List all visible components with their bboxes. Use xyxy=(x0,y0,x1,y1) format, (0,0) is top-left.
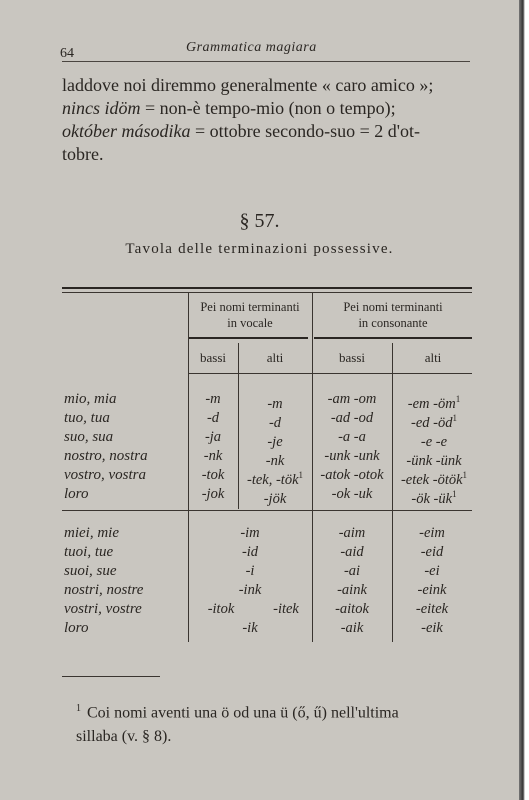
footnote-rule xyxy=(62,676,160,677)
ending-cell: -ja xyxy=(204,429,222,445)
section-heading: § 57. xyxy=(239,210,280,232)
ending-cell: -im xyxy=(240,525,260,541)
ending-cell: -aim xyxy=(338,525,366,541)
ending-cell: -ei xyxy=(424,563,440,579)
group1-rule xyxy=(188,337,308,339)
ending-cell: -jök xyxy=(263,490,287,507)
paragraph-line: laddove noi diremmo generalmente « caro amico »; xyxy=(62,75,434,95)
row-label: loro xyxy=(64,486,89,502)
ending-cell: -eink xyxy=(417,582,447,598)
ending-cell: -i xyxy=(245,563,255,579)
paragraph-line: tobre. xyxy=(62,144,104,164)
ending-cell: -ünk -ünk xyxy=(406,452,462,469)
table-top-rule-thin xyxy=(62,292,472,293)
row-label: tuo, tua xyxy=(64,410,110,426)
ending-cell: -aid xyxy=(340,544,364,560)
ending-cell: -ad -od xyxy=(330,410,374,426)
ending-cell: -a -a xyxy=(338,429,366,445)
ending-cell: -m xyxy=(267,395,283,412)
ending-cell: -ed $-öd^1$ xyxy=(411,413,457,431)
ending-cell: -je xyxy=(267,433,283,450)
ending-cell: -ink xyxy=(238,582,262,598)
row-label: tuoi, tue xyxy=(64,544,114,560)
row-label: nostri, nostre xyxy=(64,582,144,598)
row-label: suoi, sue xyxy=(64,563,117,579)
footnote-mark: 1 xyxy=(76,703,81,714)
paragraph-line: október másodika = ottobre secondo-suo = 2 d'ot- xyxy=(62,121,420,141)
paragraph-line: nincs idöm = non-è tempo-mio (non o tempo); xyxy=(62,98,396,118)
ending-cell: -eitek xyxy=(415,601,449,617)
ending-cell: -eik xyxy=(421,620,443,636)
subheader-bassi: bassi xyxy=(200,350,226,365)
table-top-rule xyxy=(62,287,472,289)
ending-cell: -id xyxy=(241,544,259,560)
ending-cell: -aik xyxy=(340,620,364,636)
ending-cell: -nk xyxy=(265,452,285,469)
page-edge xyxy=(519,0,529,800)
footnote: $^1$ Coi nomi aventi una ö od una ü (ő, ű) nell'ultima sillaba (v. § 8). xyxy=(76,703,399,746)
running-title: Grammatica magiara xyxy=(186,40,317,55)
ending-cell: -tek, -tök$^1$ xyxy=(246,470,304,488)
row-label: nostro, nostra xyxy=(64,448,148,464)
ending-cell: -itok xyxy=(207,601,235,617)
ending-cell: -m xyxy=(205,391,221,407)
row-label: mio, mia xyxy=(64,391,117,407)
ending-cell: -am -om xyxy=(327,391,377,407)
ending-cell: -etek -ötök$^1$ xyxy=(400,470,468,488)
row-label: vostro, vostra xyxy=(64,467,146,483)
ending-cell: -ok -uk xyxy=(331,486,373,502)
table-title: Tavola delle terminazioni possessive. xyxy=(125,241,394,257)
body-paragraph xyxy=(62,74,482,166)
ending-cell: -aink xyxy=(337,582,367,598)
group-header-consonant: Pei nomi terminanti in consonante xyxy=(343,300,443,330)
ending-cell: -tok xyxy=(201,467,225,483)
row-label: suo, sua xyxy=(64,429,114,445)
ending-cell: -ök $-ük^1$ xyxy=(411,489,457,507)
ending-cell: -d xyxy=(268,414,282,431)
section-divider xyxy=(62,510,472,511)
row-label: loro xyxy=(64,620,89,636)
ending-cell: -itek xyxy=(273,601,299,617)
ending-cell: -ai xyxy=(343,563,361,579)
ending-cell: -unk -unk xyxy=(324,448,380,464)
ending-cell: -e -e xyxy=(420,433,448,450)
ending-cell: -ik xyxy=(242,620,258,636)
ending-cell: -jok xyxy=(201,486,225,502)
subheader-alti: alti xyxy=(266,350,284,365)
ending-cell: -aitok xyxy=(335,601,369,617)
page-header xyxy=(60,40,472,62)
subheader-bassi: bassi xyxy=(339,350,365,365)
ending-cell: -eid xyxy=(420,544,444,560)
ending-cell: -nk xyxy=(203,448,223,464)
row-label: miei, mie xyxy=(64,525,119,541)
group2-rule xyxy=(314,337,472,339)
ending-cell: -em $-öm^1$ xyxy=(407,394,461,412)
page-number: 64 xyxy=(60,46,74,61)
subheader-rule xyxy=(188,373,472,374)
subheader-alti: alti xyxy=(424,350,442,365)
ending-cell: -eim xyxy=(419,525,445,541)
row-label: vostri, vostre xyxy=(64,601,142,617)
ending-cell: -d xyxy=(206,410,220,426)
group-header-vowel: Pei nomi terminanti in vocale xyxy=(200,300,300,330)
header-rule xyxy=(62,61,470,62)
ending-cell: -atok -otok xyxy=(320,467,384,483)
